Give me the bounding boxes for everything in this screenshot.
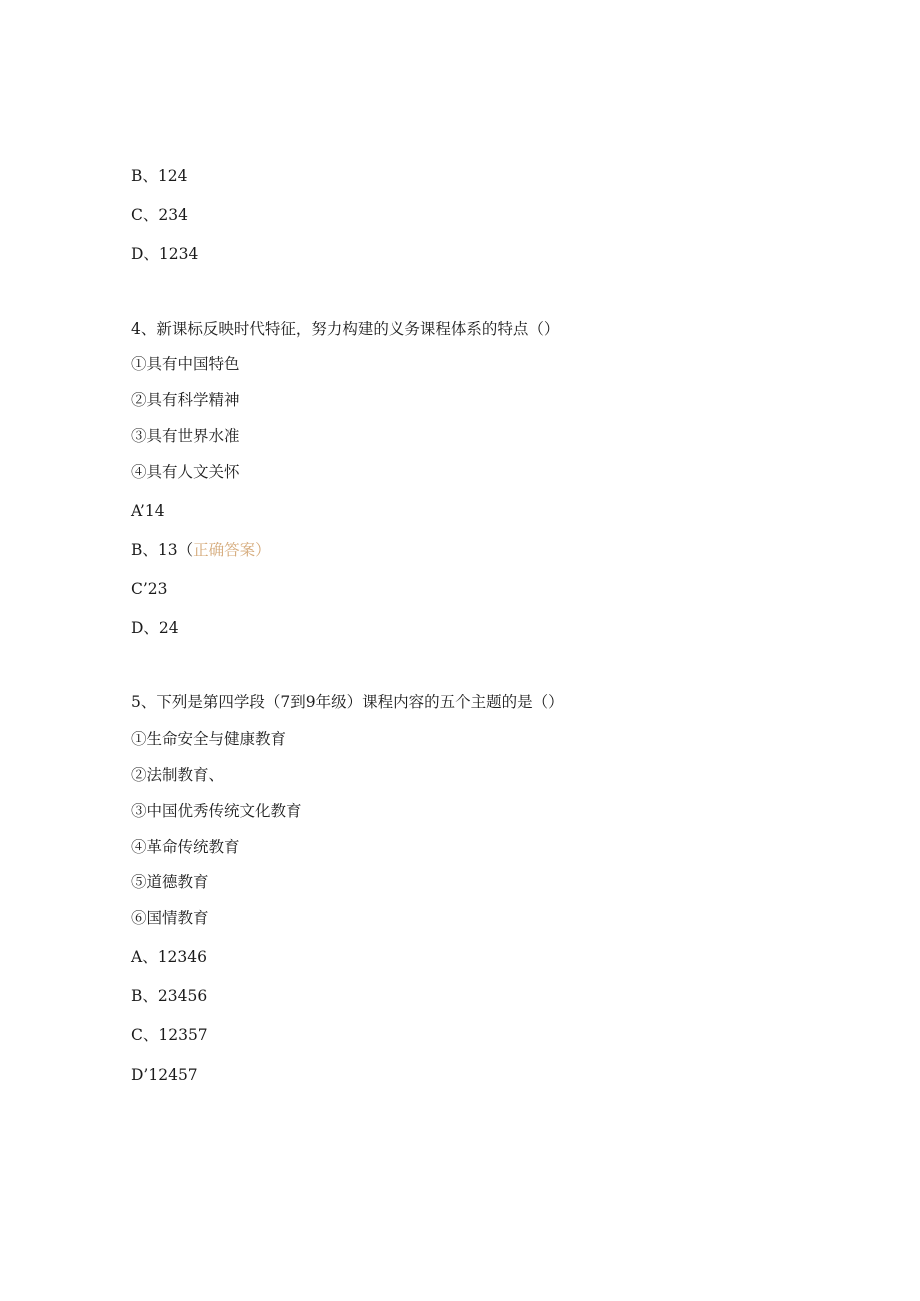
q4-option-b (131, 540, 271, 560)
q5-option-c: C、12357 (131, 1026, 208, 1044)
q5-option-a: A、12346 (131, 948, 208, 966)
q5-item-3: ③中国优秀传统文化教育 (131, 802, 302, 820)
q5-item-2: ②法制教育、 (131, 766, 225, 784)
correct-answer-tag: 正确答案） (193, 541, 271, 559)
q4-item-3: ③具有世界水准 (131, 427, 240, 445)
q3-option-d: D、1234 (131, 245, 199, 263)
q5-question: 5、下列是第四学段（7到9年级）课程内容的五个主题的是（） (131, 693, 564, 711)
q4-question: 4、新课标反映时代特征，努力构建的义务课程体系的特点（） (131, 320, 560, 338)
q5-item-1: ①生命安全与健康教育 (131, 730, 287, 748)
q4-item-4: ④具有人文关怀 (131, 463, 240, 481)
q4-option-b-text: B、13（ (131, 541, 194, 559)
q4-item-1: ①具有中国特色 (131, 355, 240, 373)
q5-item-5: ⑤道德教育 (131, 873, 209, 891)
q5-item-4: ④革命传统教育 (131, 838, 240, 856)
q3-option-b: B、124 (131, 167, 188, 185)
q4-option-d: D、24 (131, 619, 179, 637)
q4-item-2: ②具有科学精神 (131, 391, 240, 409)
q4-option-a: A’14 (131, 502, 165, 520)
q5-option-d: D’12457 (131, 1066, 198, 1084)
q5-option-b: B、23456 (131, 987, 208, 1005)
q5-item-6: ⑥国情教育 (131, 909, 209, 927)
q4-option-c: C’23 (131, 580, 168, 598)
q3-option-c: C、234 (131, 206, 188, 224)
